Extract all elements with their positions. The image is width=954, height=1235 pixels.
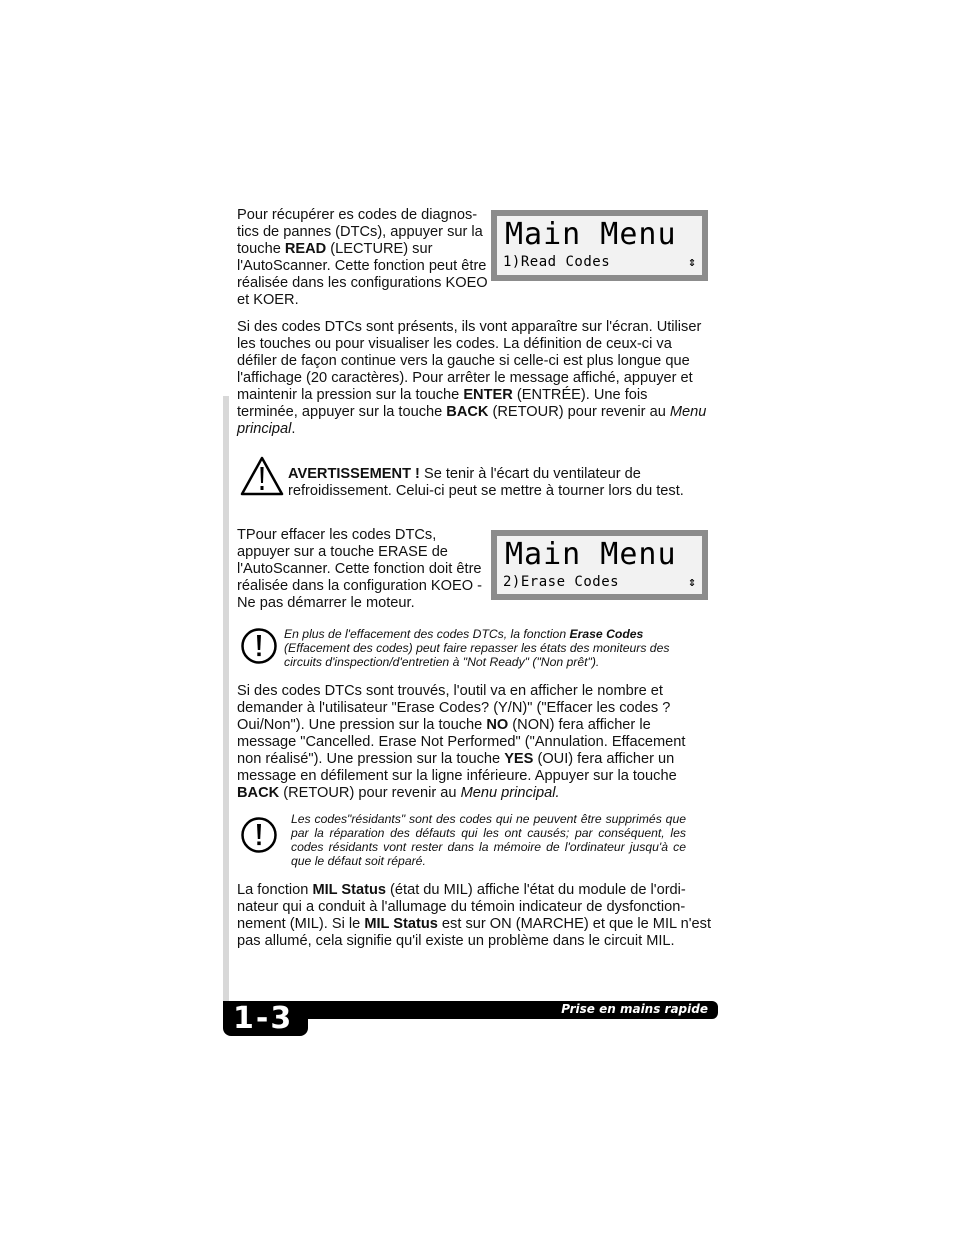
lcd-display-erase-codes	[491, 530, 708, 600]
scroll-arrows-icon: ⇕	[688, 575, 696, 590]
section-title: Prise en mains rapide	[561, 1002, 708, 1016]
exclamation-circle-icon	[240, 816, 278, 854]
note-erase-monitors: En plus de l'effacement des codes DTCs, la fonction Erase Codes (Effacement des codes) peut faire repasser les états des moniteurs des circuits d'inspection/d'entretien à "Not Ready" ("Non prêt").	[284, 627, 670, 669]
note-resident-codes: Les codes"résidants" sont des codes qui ne peuvent être supprimés que par la réparation des défauts qui les ont causés; par conséquent, les codes résidants vont rester dans la mémoire de l'ordinateur jusqu'à ce que le défaut soit réparé.	[291, 812, 686, 868]
exclamation-circle-icon	[240, 627, 278, 665]
scroll-paragraph: Si des codes DTCs sont présents, ils vont apparaître sur l'écran. Utiliser les touches ou pour visualiser les codes. La définition de ceux-ci va défiler de façon continue vers la gauche si celle-ci est plus longue que l'affichage (20 caractères). Pour arrêter le message affiché, appuyer et maintenir la pression sur la touche ENTER (ENTRÉE). Une fois terminée, appuyer sur la touche BACK (RETOUR) pour revenir au Menu principal.	[237, 319, 707, 437]
lcd-title: Main Menu	[505, 537, 677, 572]
lcd-title: Main Menu	[505, 217, 677, 252]
lcd-menu-item: 1)Read Codes	[503, 254, 611, 270]
page-number-tab	[223, 1001, 308, 1036]
intro-paragraph: Pour récupérer es codes de diagnos-tics de pannes (DTCs), appuyer sur la touche READ (LECTURE) sur l'AutoScanner. Cette fonction peut être réalisée dans les configurations KOEO et KOER.	[237, 207, 488, 308]
page-number: 1-3	[233, 1001, 294, 1036]
erase-paragraph: TPour effacer les codes DTCs, appuyer sur a touche ERASE de l'AutoScanner. Cette fonction doit être réalisée dans la configuration KOEO - Ne pas démarrer le moteur.	[237, 527, 482, 611]
scroll-arrows-icon: ⇕	[688, 255, 696, 270]
codes-found-paragraph: Si des codes DTCs sont trouvés, l'outil va en afficher le nombre et demander à l'utilisateur "Erase Codes? (Y/N)" ("Effacer les codes ? Oui/Non"). Une pression sur la touche NO (NON) fera afficher le message "Cancelled. Erase Not Performed" ("Annulation. Effacement non réalisé"). Une pression sur la touche YES (OUI) fera afficher un message en défilement sur la ligne inférieure. Appuyer sur la touche BACK (RETOUR) pour revenir au Menu principal.	[237, 683, 686, 801]
lcd-display-read-codes	[491, 210, 708, 281]
lcd-menu-item: 2)Erase Codes	[503, 574, 620, 590]
warning-triangle-icon	[239, 455, 285, 497]
margin-bar	[223, 396, 229, 1008]
warning-paragraph: AVERTISSEMENT ! Se tenir à l'écart du ventilateur de refroidissement. Celui-ci peut se mettre à tourner lors du test.	[288, 466, 684, 499]
mil-status-paragraph: La fonction MIL Status (état du MIL) affiche l'état du module de l'ordi-nateur qui a conduit à l'allumage du témoin indicateur de dysfonction-nement (MIL). Si le MIL Status est sur ON (MARCHE) et que le MIL n'est pas allumé, cela signifie qu'il existe un problème dans le circuit MIL.	[237, 882, 711, 949]
